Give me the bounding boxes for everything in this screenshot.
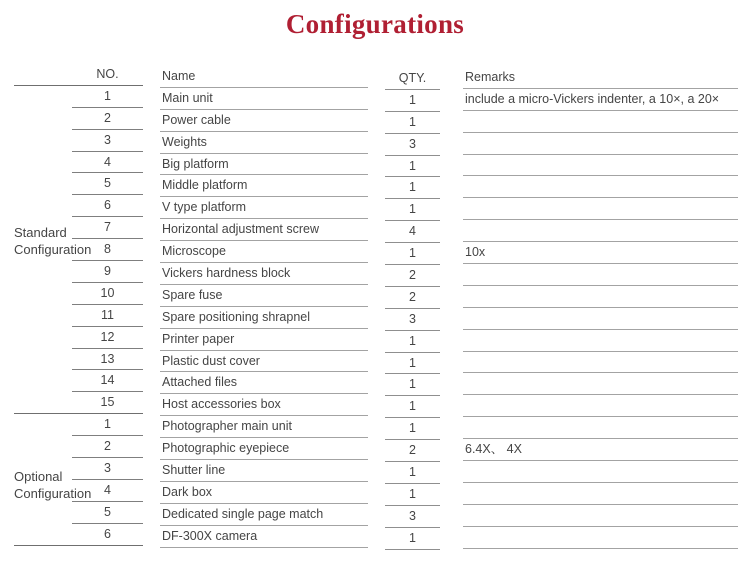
- qty-cell: 1: [385, 177, 440, 199]
- no-cell: 3: [72, 130, 143, 152]
- no-cell: 3: [72, 458, 143, 480]
- qty-cell: 1: [385, 156, 440, 178]
- name-cell: Horizontal adjustment screw: [160, 219, 368, 241]
- remarks-cell: [463, 395, 738, 417]
- qty-cell: 1: [385, 112, 440, 134]
- group-label-optional-configuration: Optional Configuration: [14, 469, 92, 501]
- name-cell: DF-300X camera: [160, 526, 368, 548]
- name-cell: Attached files: [160, 372, 368, 394]
- name-cell: Dark box: [160, 482, 368, 504]
- name-cell: Power cable: [160, 110, 368, 132]
- qty-cell: 2: [385, 440, 440, 462]
- name-cell: Dedicated single page match: [160, 504, 368, 526]
- no-cell: 12: [72, 327, 143, 349]
- name-cell: Photographic eyepiece: [160, 438, 368, 460]
- qty-cell: 4: [385, 221, 440, 243]
- name-cell: Spare positioning shrapnel: [160, 307, 368, 329]
- remarks-cell: [463, 417, 738, 439]
- no-cell: 5: [72, 173, 143, 195]
- no-cell: 14: [72, 370, 143, 392]
- remarks-cell: [463, 308, 738, 330]
- name-cell: V type platform: [160, 197, 368, 219]
- qty-cell: 1: [385, 396, 440, 418]
- remarks-cell: [463, 133, 738, 155]
- no-cell: 7: [72, 217, 143, 239]
- no-cell: 11: [72, 305, 143, 327]
- name-cell: Spare fuse: [160, 285, 368, 307]
- remarks-cell: [463, 264, 738, 286]
- remarks-cell: [463, 352, 738, 374]
- name-cell: Printer paper: [160, 329, 368, 351]
- name-cell: Main unit: [160, 88, 368, 110]
- qty-cell: 1: [385, 90, 440, 112]
- remarks-cell: include a micro-Vickers indenter, a 10×, a 20×: [463, 89, 738, 111]
- remarks-cell: 6.4X、 4X: [463, 439, 738, 461]
- group-label-standard-configuration: Standard Configuration: [14, 225, 92, 257]
- remarks-cell: [463, 111, 738, 133]
- no-cell: 6: [14, 524, 143, 546]
- remarks-cell: [463, 176, 738, 198]
- qty-cell: 1: [385, 484, 440, 506]
- name-cell: Weights: [160, 132, 368, 154]
- qty-cell: 2: [385, 265, 440, 287]
- remarks-cell: [463, 483, 738, 505]
- qty-cell: 3: [385, 506, 440, 528]
- name-cell: Shutter line: [160, 460, 368, 482]
- qty-cell: 1: [385, 462, 440, 484]
- name-cell: Plastic dust cover: [160, 351, 368, 373]
- name-cell: Microscope: [160, 241, 368, 263]
- no-cell: 10: [72, 283, 143, 305]
- qty-cell: 1: [385, 418, 440, 440]
- config-table: [14, 64, 738, 546]
- remarks-cell: [463, 505, 738, 527]
- no-cell: 2: [72, 108, 143, 130]
- no-cell: 9: [72, 261, 143, 283]
- qty-cell: 1: [385, 243, 440, 265]
- no-cell: 6: [72, 195, 143, 217]
- qty-cell: 1: [385, 353, 440, 375]
- remarks-cell: [463, 461, 738, 483]
- remarks-cell: [463, 155, 738, 177]
- remarks-cell: [463, 220, 738, 242]
- remarks-cell: [463, 330, 738, 352]
- remarks-cell: [463, 286, 738, 308]
- remarks-cell: [463, 198, 738, 220]
- name-cell: Big platform: [160, 154, 368, 176]
- name-cell: Photographer main unit: [160, 416, 368, 438]
- name-cell: Middle platform: [160, 175, 368, 197]
- page-title: Configurations: [285, 9, 465, 39]
- no-cell: 15: [14, 392, 143, 414]
- column-header-qty: QTY.: [385, 68, 440, 90]
- remarks-cell: [463, 527, 738, 549]
- no-cell: 8: [72, 239, 143, 261]
- qty-cell: 2: [385, 287, 440, 309]
- column-header-remarks: Remarks: [463, 67, 738, 89]
- qty-cell: 1: [385, 374, 440, 396]
- column-header-no: NO.: [14, 64, 143, 86]
- no-cell: 1: [72, 86, 143, 108]
- qty-cell: 3: [385, 134, 440, 156]
- qty-cell: 3: [385, 309, 440, 331]
- no-cell: 1: [72, 414, 143, 436]
- qty-cell: 1: [385, 199, 440, 221]
- column-header-name: Name: [160, 66, 368, 88]
- no-cell: 4: [72, 480, 143, 502]
- name-cell: Vickers hardness block: [160, 263, 368, 285]
- remarks-cell: [463, 373, 738, 395]
- no-cell: 13: [72, 349, 143, 371]
- qty-cell: 1: [385, 528, 440, 550]
- remarks-cell: 10x: [463, 242, 738, 264]
- name-cell: Host accessories box: [160, 394, 368, 416]
- qty-cell: 1: [385, 331, 440, 353]
- no-cell: 5: [72, 502, 143, 524]
- no-cell: 2: [72, 436, 143, 458]
- no-cell: 4: [72, 152, 143, 174]
